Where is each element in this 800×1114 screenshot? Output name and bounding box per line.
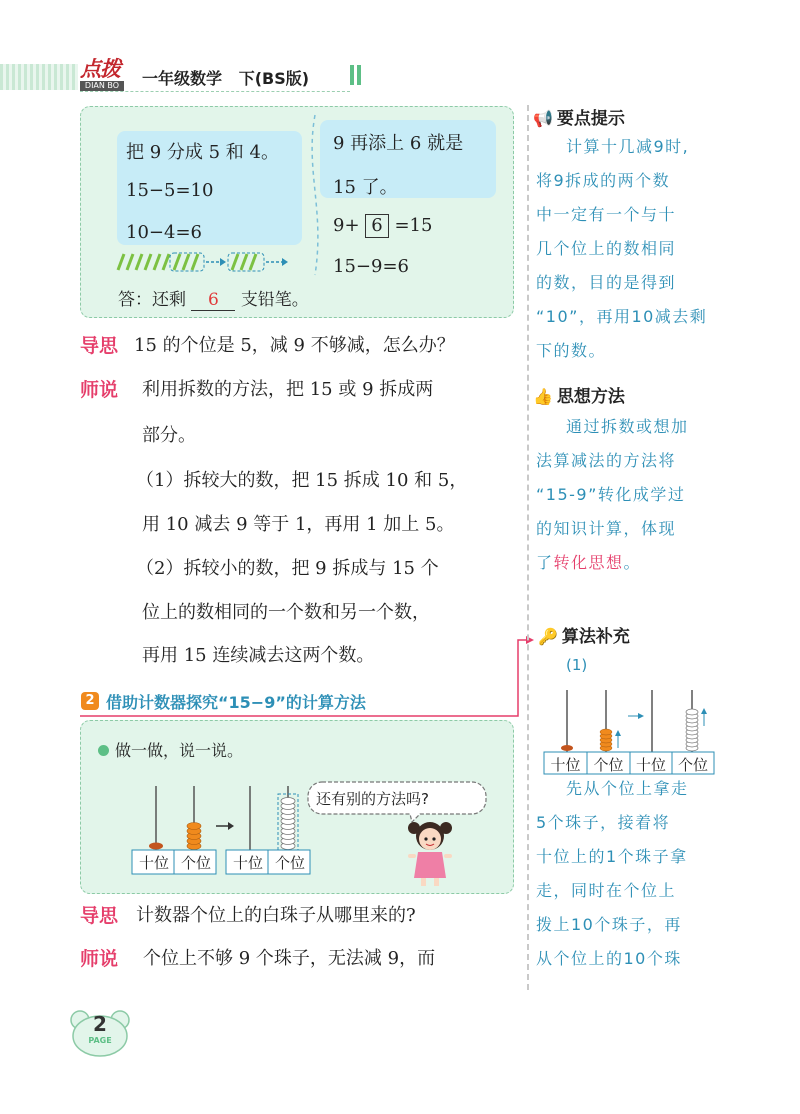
book-title: 一年级数学 下(BS版): [142, 69, 310, 88]
megaphone-icon: 📢: [533, 109, 553, 128]
logo-text: 点拨: [80, 57, 120, 81]
brand-logo: [80, 58, 136, 92]
sidebar-divider: [527, 105, 529, 990]
right-card-line2: 15 了。: [333, 177, 398, 198]
method-last-suffix: 。: [623, 553, 642, 572]
logo-subtext: DIAN BO: [80, 81, 124, 91]
shishuo-line: 再用 15 连续减去这两个数。: [142, 645, 375, 666]
shishuo-line: 部分。: [142, 425, 196, 446]
algo-line: 从个位上的10个珠: [536, 949, 682, 968]
pencils-illustration: [112, 250, 297, 274]
method-highlight: 转化思想: [553, 553, 624, 572]
thumbs-up-icon: 👍: [533, 387, 553, 406]
algo-body: [536, 772, 722, 976]
method-heading: [533, 382, 625, 407]
daosi-text: 计数器个位上的白珠子从哪里来的?: [136, 905, 416, 926]
algo-sub: (1): [566, 656, 588, 674]
speech-text: 还有别的方法吗?: [316, 790, 429, 808]
sidebar-abacus-label: 个位: [677, 756, 708, 774]
bullet-icon: [98, 745, 109, 756]
method-line: 的知识计算，体现: [536, 519, 677, 538]
answer-line: [118, 285, 309, 311]
daosi-text: 15 的个位是 5，减 9 不够减，怎么办？: [134, 335, 455, 356]
shishuo-line: 位上的数相同的一个数和另一个数，: [142, 602, 430, 623]
method-line: “15-9”转化成学过: [536, 485, 686, 504]
equation-before: 9+: [333, 215, 360, 236]
sidebar-abacus-label: 个位: [593, 756, 624, 774]
abacus-label: 十位: [138, 854, 169, 872]
equation-answer-box: 6: [365, 214, 388, 238]
header-underline: [80, 91, 350, 92]
answer-suffix: 支铅笔。: [240, 290, 309, 310]
tip-line: 的数，目的是得到: [536, 273, 677, 292]
shishuo-line: 利用拆数的方法，把 15 或 9 拆成两: [142, 379, 434, 400]
key-icon: 🔑: [538, 627, 558, 646]
algo-title: 算法补充: [561, 627, 630, 647]
tip-line: 计算十几减9时,: [566, 137, 690, 156]
activity-prompt-text: 做一做，说一说。: [115, 741, 244, 760]
answer-prefix: 答：还剩: [118, 290, 186, 310]
connector-line: [80, 626, 540, 722]
method-last-prefix: 了: [536, 553, 554, 572]
header-stripe: [0, 64, 78, 90]
divider-curve: [300, 110, 330, 280]
section-number-badge: 2: [81, 692, 99, 710]
algo-line: 十位上的1个珠子拿: [536, 847, 688, 866]
tip-line: “10”，再用10减去剩: [536, 307, 708, 326]
left-card-line2: 15−5=10: [126, 180, 214, 201]
tip-line: 几个位上的数相同: [536, 239, 677, 258]
equation: [333, 214, 432, 238]
abacus-label: 十位: [232, 854, 263, 872]
header-divider: [357, 65, 361, 85]
algo-line: 走，同时在个位上: [536, 881, 677, 900]
tip-line: 下的数。: [536, 341, 607, 360]
shishuo-label: 师说: [80, 379, 119, 401]
tip-line: 将9拆成的两个数: [536, 171, 671, 190]
method-line-last: [536, 546, 722, 580]
activity-prompt: [98, 738, 243, 761]
tip-heading: [533, 104, 625, 129]
sidebar-abacus-label: 十位: [550, 756, 581, 774]
page-label: PAGE: [88, 1036, 112, 1045]
tip-body: [536, 130, 722, 368]
method-line: 法算减法的方法将: [536, 451, 677, 470]
method-body: [536, 410, 722, 580]
right-card-line1: 9 再添上 6 就是: [333, 133, 464, 154]
shishuo-text: 个位上不够 9 个珠子，无法减 9，而: [143, 948, 436, 969]
sidebar-abacus-label: 十位: [635, 756, 666, 774]
shishuo-line: （2）拆较小的数，把 9 拆成与 15 个: [136, 558, 439, 579]
girl-illustration: [402, 818, 458, 888]
tip-title: 要点提示: [556, 109, 625, 129]
section-title: 借助计数器探究“15−9”的计算方法: [106, 693, 366, 712]
daosi-label: 导思: [80, 335, 119, 357]
shishuo-line: （1）拆较大的数，把 15 拆成 10 和 5，: [136, 470, 468, 491]
page-number: 2: [93, 1012, 107, 1036]
algo-line: 先从个位上拿走: [566, 779, 689, 798]
header-divider: [350, 65, 354, 85]
left-card-line3: 10−4=6: [126, 222, 202, 243]
abacus-label: 个位: [180, 854, 211, 872]
tip-line: 中一定有一个与十: [536, 205, 677, 224]
equation-after: =15: [394, 215, 433, 236]
left-card-line1: 把 9 分成 5 和 4。: [126, 142, 279, 163]
method-title: 思想方法: [556, 387, 625, 407]
result-equation: 15−9=6: [333, 256, 409, 277]
method-line: 通过拆数或想加: [566, 417, 689, 436]
shishuo-line: 用 10 减去 9 等于 1，再用 1 加上 5。: [142, 514, 455, 535]
algo-line: 5个珠子，接着将: [536, 813, 671, 832]
algo-heading: [538, 622, 630, 647]
algo-line: 拨上10个珠子，再: [536, 915, 682, 934]
shishuo-label: 师说: [80, 948, 119, 970]
answer-value: 6: [191, 290, 235, 311]
abacus-label: 个位: [274, 854, 305, 872]
daosi-label: 导思: [80, 905, 119, 927]
